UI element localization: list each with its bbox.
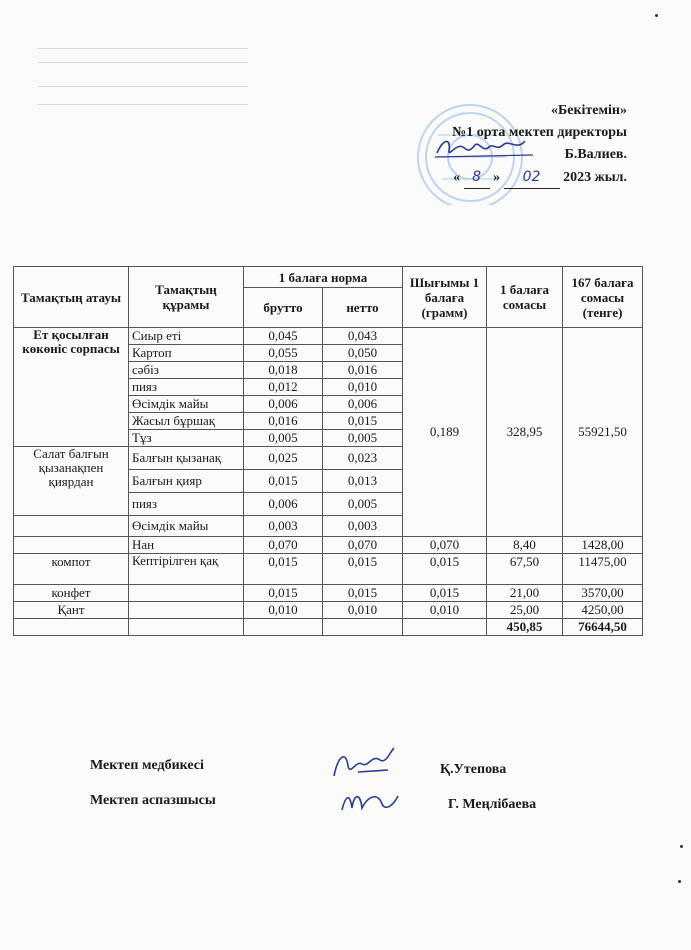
output-cell: 0,070 [403,537,487,554]
table-row [14,602,643,619]
cook-signature [338,786,408,816]
empty-cell [129,619,244,636]
total-row [14,619,643,636]
director-signature [433,133,538,163]
table-row [14,328,643,345]
approval-title: «Бекітемін» [550,103,627,118]
empty-cell [14,516,129,537]
ingredient-name [129,585,244,602]
per-167-cell: 4250,00 [563,602,643,619]
netto-cell: 0,015 [323,585,403,602]
empty-cell [14,619,129,636]
brutto-cell: 0,070 [244,537,323,554]
netto-cell: 0,016 [323,362,403,379]
scan-speck [678,880,681,883]
date-month: 02 [504,166,560,189]
ingredient-name: Сиыр еті [129,328,244,345]
dish-cell: компот [14,554,129,585]
table-row [14,554,643,585]
netto-cell: 0,015 [323,554,403,585]
brutto-cell: 0,006 [244,396,323,413]
nurse-signature [328,746,408,786]
netto-cell: 0,005 [323,430,403,447]
brutto-cell: 0,018 [244,362,323,379]
brutto-cell: 0,015 [244,554,323,585]
output-cell: 0,015 [403,554,487,585]
netto-cell: 0,005 [323,493,403,516]
ingredient-name: Кептірілген қақ [129,554,244,585]
total-per-child: 450,85 [487,619,563,636]
bleed-through-line [38,62,248,63]
approval-position: №1 орта мектеп директоры [452,125,627,140]
ingredient-name: сәбіз [129,362,244,379]
netto-cell: 0,070 [323,537,403,554]
netto-cell: 0,010 [323,379,403,396]
ingredient-name [129,602,244,619]
ingredient-name: пияз [129,379,244,396]
dish-cell: конфет [14,585,129,602]
ingredient-name: пияз [129,493,244,516]
approval-date [453,166,627,189]
empty-cell [323,619,403,636]
soup-output: 0,189 [403,328,487,537]
netto-cell: 0,013 [323,470,403,493]
per-child-cell: 21,00 [487,585,563,602]
brutto-cell: 0,006 [244,493,323,516]
ingredient-name: Өсімдік майы [129,396,244,413]
output-cell: 0,010 [403,602,487,619]
header-composition: Тамақтың құрамы [129,267,244,328]
table-row [14,585,643,602]
bleed-through-line [38,104,248,105]
ingredient-name: Балғын қияр [129,470,244,493]
nurse-label: Мектеп медбикесі [90,758,204,773]
ingredient-name: Картоп [129,345,244,362]
header-per-child: 1 балаға сомасы [487,267,563,328]
bleed-through-line [38,86,248,87]
header-per-167: 167 балаға сомасы (тенге) [563,267,643,328]
header-norm: 1 балаға норма [244,267,403,288]
scan-speck [655,14,658,17]
netto-cell: 0,006 [323,396,403,413]
header-output: Шығымы 1 балаға (грамм) [403,267,487,328]
bleed-through-line [38,48,248,49]
header-row [14,267,643,288]
ingredient-name: Өсімдік майы [129,516,244,537]
header-brutto: брутто [244,288,323,328]
dish-cell: Қант [14,602,129,619]
header-dish: Тамақтың атауы [14,267,129,328]
soup-per-167: 55921,50 [563,328,643,537]
brutto-cell: 0,055 [244,345,323,362]
brutto-cell: 0,025 [244,447,323,470]
date-close-quote: » [493,170,501,185]
netto-cell: 0,015 [323,413,403,430]
date-year: 2023 жыл. [563,170,627,185]
ingredient-name: Жасыл бұршақ [129,413,244,430]
netto-cell: 0,003 [323,516,403,537]
brutto-cell: 0,045 [244,328,323,345]
nurse-name: Қ.Утепова [440,762,507,777]
per-child-cell: 8,40 [487,537,563,554]
table-row [14,537,643,554]
netto-cell: 0,043 [323,328,403,345]
soup-per-child: 328,95 [487,328,563,537]
netto-cell: 0,023 [323,447,403,470]
brutto-cell: 0,015 [244,585,323,602]
per-child-cell: 67,50 [487,554,563,585]
cook-name: Г. Меңлібаева [448,797,537,812]
ingredient-name: Тұз [129,430,244,447]
per-child-cell: 25,00 [487,602,563,619]
brutto-cell: 0,015 [244,470,323,493]
empty-cell [244,619,323,636]
salad-dish: Салат балғын қызанақпен қиярдан [14,447,129,516]
scan-speck [680,845,683,848]
date-open-quote: « [453,170,461,185]
total-per-167: 76644,50 [563,619,643,636]
per-167-cell: 3570,00 [563,585,643,602]
date-day: 8 [464,166,490,189]
brutto-cell: 0,016 [244,413,323,430]
ingredient-name: Нан [129,537,244,554]
approval-name: Б.Валиев. [564,147,627,162]
empty-cell [403,619,487,636]
brutto-cell: 0,010 [244,602,323,619]
cook-label: Мектеп аспазшысы [90,793,216,808]
brutto-cell: 0,003 [244,516,323,537]
output-cell: 0,015 [403,585,487,602]
header-netto: нетто [323,288,403,328]
soup-dish: Ет қосылған көкөніс сорпасы [14,328,129,447]
per-167-cell: 1428,00 [563,537,643,554]
brutto-cell: 0,005 [244,430,323,447]
ingredient-name: Балғын қызанақ [129,447,244,470]
netto-cell: 0,050 [323,345,403,362]
dish-cell [14,537,129,554]
per-167-cell: 11475,00 [563,554,643,585]
menu-table [13,266,643,636]
netto-cell: 0,010 [323,602,403,619]
brutto-cell: 0,012 [244,379,323,396]
